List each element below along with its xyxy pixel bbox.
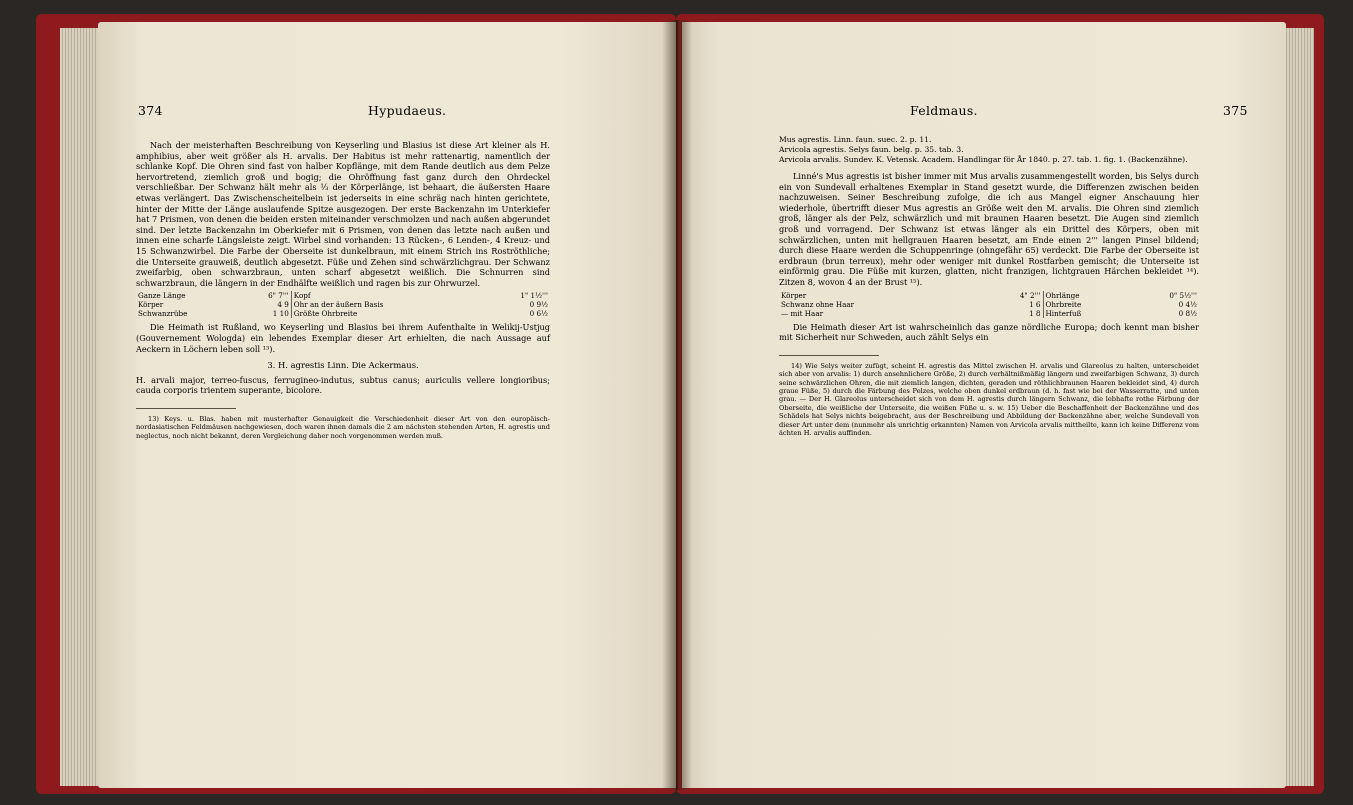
habitat-paragraph: Die Heimath dieser Art ist wahrscheinlich das ganze nördliche Europa; doch kennt man bisher mit Sicherheit nur Schweden, auch zählt Selys ein <box>779 321 1199 343</box>
page-edges-left <box>60 28 100 786</box>
description-paragraph: Nach der meisterhaften Beschreibung von Keyserling und Blasius ist diese Art kleiner als H. amphibius, aber weit größer als H. arvalis. Der Habitus ist mehr rattenartig, namentlich der schlanke Kopf. Die Ohren sind fast von halber Kopflänge, mit dem Rande deutlich aus dem Pelze hervortretend, ziemlich groß und bogig; die Ohröffnung fast ganz durch den Ohrdeckel verschließbar. Der Schwanz hält mehr als ⅓ der Körperlänge, ist behaart, die äußersten Haare etwas verlängert. Das Zwischenscheitelbein ist jederseits in eine schräg nach hinten gerichtete, hinter der Mitte der Länge auslaufende Spitze ausgezogen. Der erste Backenzahn im Unterkiefer hat 7 Prismen, von denen die beiden ersten miteinander verschmolzen und nach außen abgerundet sind. Der letzte Backenzahn im Oberkiefer mit 6 Prismen, von denen das letzte nach außen und innen eine scharfe Längsleiste zeigt. Wirbel sind vorhanden: 13 Rücken-, 6 Lenden-, 4 Kreuz- und 15 Schwanzwirbel. Die Farbe der Oberseite ist dunkelbraun, mit einem Strich ins Roströthliche; die Unterseite grauweiß, deutlich abgesetzt. Füße und Zehen sind schwärzlichgrau. Der Schwanz zweifarbig, oben schwarzbraun, unten scharf abgesetzt weißlich. Die Schnurren sind schwarzbraun, die längern in der Endhälfte weißlich und ragen bis zur Ohrwurzel. <box>136 140 551 288</box>
footnote: 13) Keys. u. Blas. haben mit musterhafter Genauigkeit die Verschiedenheit dieser Art von den europäisch-nordasiatischen Feldmäusen nachgewiesen, doch waren ihnen damals die 2 am nächsten stehenden Arten, H. agrestis und neglectus, noch nicht bekannt, deren Vergleichung daher noch vorgenommen werden muß. <box>136 414 550 440</box>
synonym-entry: Arvicola arvalis. Sundev. K. Vetensk. Academ. Handlingar för År 1840. p. 27. tab. 1. fig. 1. (Backenzähne). <box>779 155 1188 164</box>
synonym-list <box>779 135 1199 165</box>
left-page-body <box>136 140 550 440</box>
left-running-title: Hypudaeus. <box>368 103 447 118</box>
description-paragraph: Linné's Mus agrestis ist bisher immer mit Mus arvalis zusammengestellt worden, bis Selys durch ein von Sundevall erhaltenes Exemplar in Stand gesetzt wurde, die Differenzen zwischen beiden nachzuweisen. Seiner Beschreibung zufolge, die ich aus Mangel eigner Anschauung hier wiederhole, übertrifft dieser Mus agrestis an Größe weit den M. arvalis. Die Ohren sind ziemlich groß, länger als der Pelz, schwärzlich und mit braunen Haaren besetzt. Die Augen sind ziemlich groß und vorragend. Der Schwanz ist etwas länger als ein Drittel des Körpers, oben mit schwärzlichen, unten mit hellgrauen Haaren besetzt, am Ende einen 2''' langen Pinsel bildend; durch diese Haare werden die Schuppenringe (ohngefähr 65) verdeckt. Die Farbe der Oberseite ist erdbraun (brun terreux), mehr oder weniger mit dunkel Rostfarben gemischt; die Unterseite ist einförmig grau. Die Füße mit kurzen, glatten, nicht franzigen, lichtgrauen Härchen bekleidet ¹⁴). Zitzen 8, wovon 4 an der Brust ¹⁵). <box>779 171 1199 287</box>
book-gutter <box>662 20 692 790</box>
table-row: Schwanz ohne Haar 1 6 Ohrbreite 0 4½ <box>781 299 1197 309</box>
footnote-divider <box>136 408 236 409</box>
table-row: Körper 4" 2''' Ohrlänge 0" 5½''' <box>781 290 1197 300</box>
measurement-table-left <box>136 291 550 318</box>
right-running-title: Feldmaus. <box>910 103 978 118</box>
habitat-paragraph: Die Heimath ist Rußland, wo Keyserling und Blasius bei ihrem Aufenthalte in Welikij-Ustjug (Gouvernement Wologda) ein lebendes Exemplar dieser Art erhielten, die nach Aussage auf Aeckern in Löchern leben soll ¹³). <box>136 322 550 354</box>
left-page-number: 374 <box>138 103 163 118</box>
section-heading: 3. H. agrestis Linn. Die Ackermaus. <box>267 360 419 371</box>
footnote-divider <box>779 355 879 356</box>
right-page-number: 375 <box>1223 103 1248 118</box>
table-row: Ganze Länge 6" 7''' Kopf 1" 1½''' <box>138 291 548 301</box>
page-edges-right <box>1284 28 1314 786</box>
latin-diagnosis: H. arvali major, terreo-fuscus, ferrugineo-indutus, subtus canus; auriculis vellere longioribus; cauda corporis trientem superante, bicolore. <box>136 374 550 396</box>
right-page-body <box>779 135 1199 437</box>
synonym-entry: Mus agrestis. Linn. faun. suec. 2. p. 11. <box>779 135 932 144</box>
synonym-entry: Arvicola agrestis. Selys faun. belg. p. 35. tab. 3. <box>779 145 964 154</box>
footnote: 14) Wie Selys weiter zufügt, scheint H. agrestis das Mittel zwischen H. arvalis und Glareolus zu halten, unterscheidet sich aber von arvalis: 1) durch ansehnlichere Größe, 2) durch verhältnißmäßig längern und zweifarbigen Schwanz, 3) durch seine schwärzlichen Ohren, die mit ziemlich langen, dichten, geraden und röthlichbraunen Haaren bekleidet sind, 4) durch graue Füße, 5) durch die Färbung des Pelzes, welche oben dunkel erdbraun (d. h. fast wie bei der Wasserratte, und unten grau. — Der H. Glareolus unterscheidet sich von dem H. agrestis durch längern Schwanz, die lebhafte rothe Färbung der Oberseite, die weißliche der Unterseite, die weißen Füße u. s. w. 15) Ueber die Beschaffenheit der Backenzähne und des Schädels hat Selys nichts beigebracht, aus der Beschreibung und Abbildung der Backenzähne aber, welche Sundevall von dieser Art unter dem (nunmehr als unrichtig erkannten) Namen von Arvicola arvalis mittheilte, kann ich keine Differenz vom ächten H. arvalis auffinden. <box>779 361 1199 437</box>
table-row: Körper 4 9 Ohr an der äußern Basis 0 9½ <box>138 300 548 310</box>
table-row: — mit Haar 1 8 Hinterfuß 0 8½ <box>781 308 1197 318</box>
table-row: Schwanzrübe 1 10 Größte Ohrbreite 0 6½ <box>138 309 548 319</box>
measurement-table-right <box>779 291 1199 318</box>
